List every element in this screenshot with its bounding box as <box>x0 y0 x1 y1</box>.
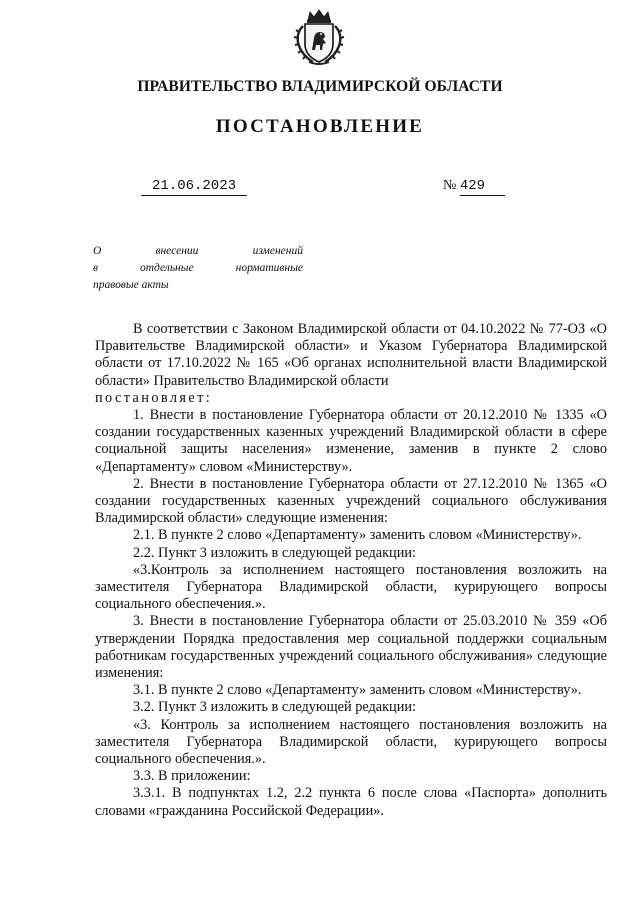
subject-word: нормативные <box>235 262 303 274</box>
document-date: 21.06.2023 <box>141 178 247 196</box>
paragraph-3-2: 3.2. Пункт 3 изложить в следующей редакции: <box>133 699 416 716</box>
preamble-paragraph: В соответствии с Законом Владимирской области от 04.10.2022 № 77-ОЗ «О Правительстве Владимирской области» и Указом Губернатора Владимирской области от 17.10.2022 № 165 «Об органах исполнительной власти Владимирской области» Правительство Владимирской области <box>95 321 607 389</box>
document-number-field <box>443 178 505 196</box>
subject-word: отдельные <box>139 262 194 274</box>
subject-line <box>93 243 303 260</box>
document-subject <box>93 243 303 294</box>
paragraph-2: 2. Внести в постановление Губернатора области от 27.12.2010 № 1365 «О создании государственных казенных учреждений социального обслуживания Владимирской области» следующие изменения: <box>95 475 607 527</box>
resolves-phrase: постановляет: <box>95 389 213 406</box>
subject-word: в <box>93 262 98 274</box>
paragraph-2-2-quote: «3.Контроль за исполнением настоящего постановления возложить на заместителя Губернатора Владимирской области, курирующего вопросы социального обеспечения.». <box>95 561 607 613</box>
paragraph-3-3-1: 3.3.1. В подпунктах 1.2, 2.2 пункта 6 после слова «Паспорта» дополнить словами «гражданина Российской Федерации». <box>95 785 607 819</box>
subject-word: внесении <box>155 245 199 257</box>
paragraph-3-2-quote: «3. Контроль за исполнением настоящего постановления возложить на заместителя Губернатора Владимирской области, курирующего вопросы социального обеспечения.». <box>95 716 607 768</box>
document-type-title: ПОСТАНОВЛЕНИЕ <box>215 116 425 137</box>
subject-word: О <box>93 245 102 257</box>
subject-line: правовые акты <box>93 279 169 291</box>
paragraph-3-3: 3.3. В приложении: <box>133 768 251 785</box>
government-title: ПРАВИТЕЛЬСТВО ВЛАДИМИРСКОЙ ОБЛАСТИ <box>137 78 503 95</box>
paragraph-2-2: 2.2. Пункт 3 изложить в следующей редакции: <box>133 544 416 561</box>
paragraph-3-1: 3.1. В пункте 2 слово «Департаменту» заменить словом «Министерству». <box>133 682 582 699</box>
subject-word: изменений <box>252 245 303 257</box>
paragraph-2-1: 2.1. В пункте 2 слово «Департаменту» заменить словом «Министерству». <box>133 527 582 544</box>
paragraph-1: 1. Внести в постановление Губернатора области от 20.12.2010 № 1335 «О создании государственных казенных учреждений Владимирской области в сфере социальной защиты населения» изменение, заменив в пункте 2 слово «Департаменту» словом «Министерству». <box>95 407 607 475</box>
subject-line <box>93 260 303 277</box>
document-number: 429 <box>460 178 505 196</box>
paragraph-3: 3. Внести в постановление Губернатора области от 25.03.2010 № 359 «Об утверждении Порядка предоставления мер социальной поддержки социальным работникам государственных учреждений социального обслуживания» следующие изменения: <box>95 613 607 682</box>
document-body <box>95 321 607 820</box>
coat-of-arms-icon <box>293 8 345 66</box>
number-sign: № <box>443 178 457 193</box>
